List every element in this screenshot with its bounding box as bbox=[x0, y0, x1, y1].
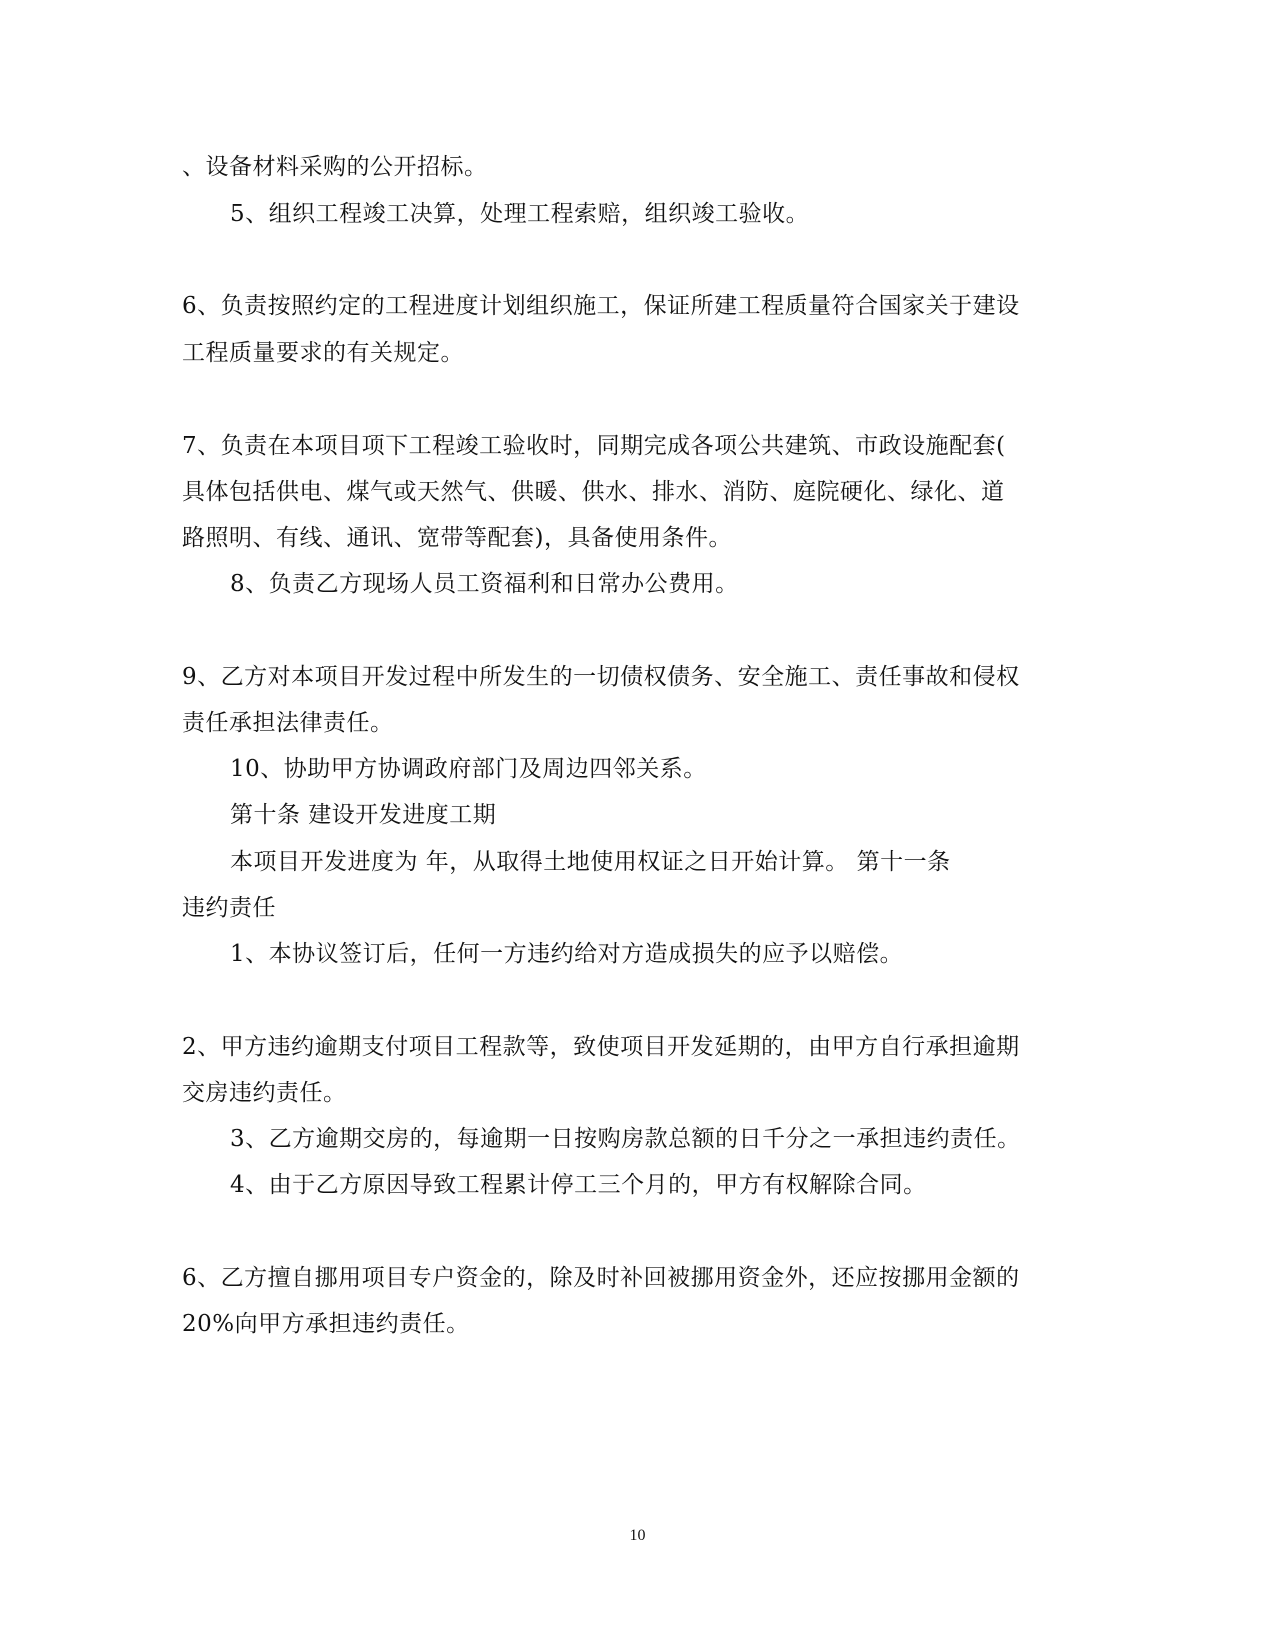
text-line: 5、组织工程竣工决算，处理工程索赔，组织竣工验收。 bbox=[230, 201, 810, 227]
text-line: 6、乙方擅自挪用项目专户资金的，除及时补回被挪用资金外，还应按挪用金额的 bbox=[182, 1265, 1020, 1291]
text-line: 1、本协议签订后，任何一方违约给对方造成损失的应予以赔偿。 bbox=[230, 941, 904, 967]
section-heading: 违约责任 bbox=[182, 895, 276, 921]
text-line: 9、乙方对本项目开发过程中所发生的一切债权债务、安全施工、责任事故和侵权 bbox=[182, 664, 1020, 690]
text-line: 、设备材料采购的公开招标。 bbox=[182, 154, 488, 180]
text-line: 2、甲方违约逾期支付项目工程款等，致使项目开发延期的，由甲方自行承担逾期 bbox=[182, 1034, 1020, 1060]
page-number: 10 bbox=[629, 1527, 646, 1544]
text-line: 具体包括供电、煤气或天然气、供暖、供水、排水、消防、庭院硬化、绿化、道 bbox=[182, 479, 1005, 505]
text-line: 3、乙方逾期交房的，每逾期一日按购房款总额的日千分之一承担违约责任。 bbox=[230, 1126, 1021, 1152]
section-heading: 第十条 建设开发进度工期 bbox=[230, 802, 497, 828]
text-line: 6、负责按照约定的工程进度计划组织施工，保证所建工程质量符合国家关于建设 bbox=[182, 293, 1020, 319]
text-line: 4、由于乙方原因导致工程累计停工三个月的，甲方有权解除合同。 bbox=[230, 1172, 927, 1198]
text-line: 8、负责乙方现场人员工资福利和日常办公费用。 bbox=[230, 571, 739, 597]
text-line: 20%向甲方承担违约责任。 bbox=[182, 1311, 470, 1337]
text-line: 责任承担法律责任。 bbox=[182, 710, 394, 736]
text-line: 10、协助甲方协调政府部门及周边四邻关系。 bbox=[230, 756, 707, 782]
text-line: 本项目开发进度为 年，从取得土地使用权证之日开始计算。 第十一条 bbox=[230, 849, 951, 875]
text-line: 7、负责在本项目项下工程竣工验收时，同期完成各项公共建筑、市政设施配套( bbox=[182, 433, 1006, 459]
text-line: 路照明、有线、通讯、宽带等配套)，具备使用条件。 bbox=[182, 525, 732, 551]
text-line: 工程质量要求的有关规定。 bbox=[182, 340, 464, 366]
text-line: 交房违约责任。 bbox=[182, 1080, 347, 1106]
